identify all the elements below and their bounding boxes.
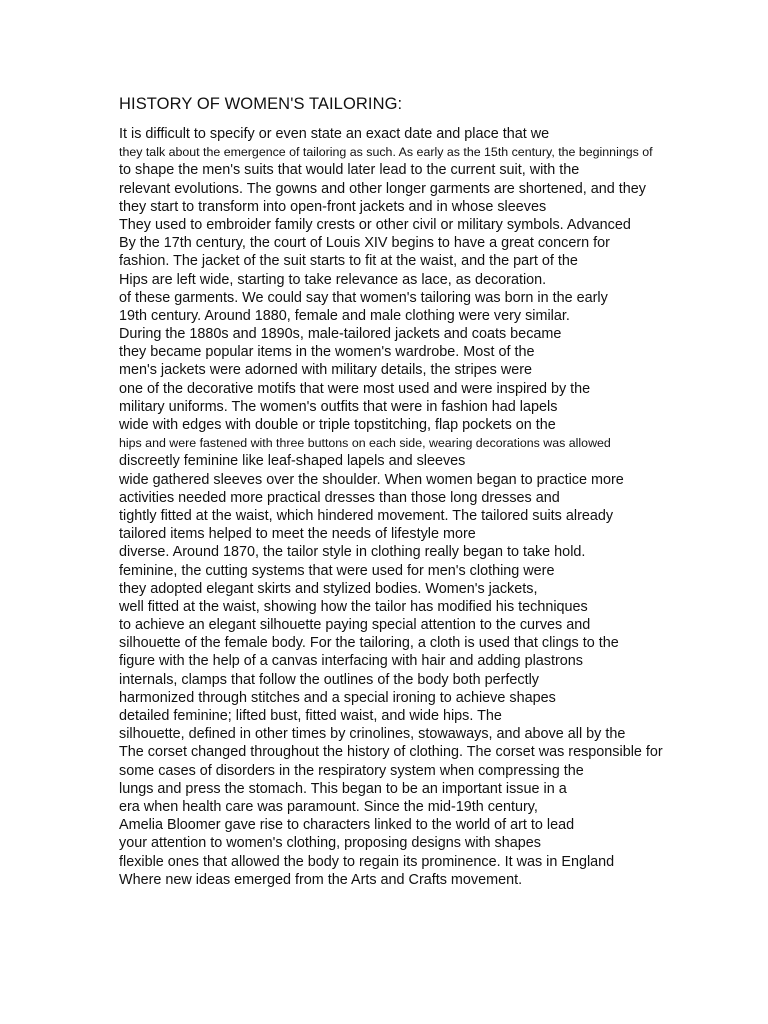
body-line: hips and were fastened with three buttons on each side, wearing decorations was allowed <box>119 436 611 451</box>
body-line: your attention to women's clothing, proposing designs with shapes <box>119 835 541 852</box>
body-line: fashion. The jacket of the suit starts to fit at the waist, and the part of the <box>119 253 578 270</box>
body-line: relevant evolutions. The gowns and other longer garments are shortened, and they <box>119 180 646 197</box>
body-line: wide gathered sleeves over the shoulder. When women began to practice more <box>119 471 624 488</box>
body-line: era when health care was paramount. Since the mid-19th century, <box>119 798 538 815</box>
body-line: By the 17th century, the court of Louis XIV begins to have a great concern for <box>119 235 610 252</box>
body-line: wide with edges with double or triple topstitching, flap pockets on the <box>119 417 556 433</box>
body-line: 19th century. Around 1880, female and male clothing were very similar. <box>119 307 570 324</box>
body-line: silhouette of the female body. For the tailoring, a cloth is used that clings to the <box>119 635 619 652</box>
body-line: The corset changed throughout the history of clothing. The corset was responsible for <box>119 744 663 761</box>
document-body <box>119 125 759 889</box>
body-line: It is difficult to specify or even state an exact date and place that we <box>119 126 550 142</box>
body-line: men's jackets were adorned with military details, the stripes were <box>119 362 533 379</box>
document-title: HISTORY OF WOMEN'S TAILORING: <box>119 95 403 113</box>
body-line: tightly fitted at the waist, which hindered movement. The tailored suits already <box>119 507 614 524</box>
body-line: some cases of disorders in the respiratory system when compressing the <box>119 762 584 779</box>
body-line: military uniforms. The women's outfits that were in fashion had lapels <box>119 398 558 415</box>
body-line: they talk about the emergence of tailoring as such. As early as the 15th century, the beginnings of <box>119 145 653 160</box>
body-line: harmonized through stitches and a special ironing to achieve shapes <box>119 689 556 706</box>
body-line: flexible ones that allowed the body to regain its prominence. It was in England <box>119 853 615 870</box>
body-line: of these garments. We could say that women's tailoring was born in the early <box>119 289 608 306</box>
body-line: discreetly feminine like leaf-shaped lapels and sleeves <box>119 453 466 470</box>
body-line: Hips are left wide, starting to take relevance as lace, as decoration. <box>119 271 547 288</box>
body-line: lungs and press the stomach. This began to be an important issue in a <box>119 780 567 797</box>
body-line: activities needed more practical dresses than those long dresses and <box>119 489 560 506</box>
body-line: to shape the men's suits that would later lead to the current suit, with the <box>119 162 580 179</box>
body-line: they adopted elegant skirts and stylized bodies. Women's jackets, <box>119 580 538 597</box>
body-line: Where new ideas emerged from the Arts and Crafts movement. <box>119 871 523 888</box>
body-line: tailored items helped to meet the needs of lifestyle more <box>119 526 476 543</box>
body-line: well fitted at the waist, showing how the tailor has modified his techniques <box>119 598 588 615</box>
body-line: diverse. Around 1870, the tailor style in clothing really began to take hold. <box>119 544 586 561</box>
body-line: figure with the help of a canvas interfacing with hair and adding plastrons <box>119 653 583 670</box>
body-line: feminine, the cutting systems that were used for men's clothing were <box>119 562 555 579</box>
body-line: internals, clamps that follow the outlines of the body both perfectly <box>119 671 539 688</box>
body-line: they became popular items in the women's wardrobe. Most of the <box>119 344 535 361</box>
body-line: During the 1880s and 1890s, male-tailored jackets and coats became <box>119 326 562 343</box>
body-line: detailed feminine; lifted bust, fitted waist, and wide hips. The <box>119 708 502 724</box>
body-line: one of the decorative motifs that were most used and were inspired by the <box>119 380 591 397</box>
body-line: they start to transform into open-front jackets and in whose sleeves <box>119 198 547 215</box>
body-line: silhouette, defined in other times by crinolines, stowaways, and above all by the <box>119 726 626 743</box>
body-line: Amelia Bloomer gave rise to characters linked to the world of art to lead <box>119 817 575 834</box>
body-line: to achieve an elegant silhouette paying special attention to the curves and <box>119 617 591 634</box>
body-line: They used to embroider family crests or other civil or military symbols. Advanced <box>119 216 631 233</box>
